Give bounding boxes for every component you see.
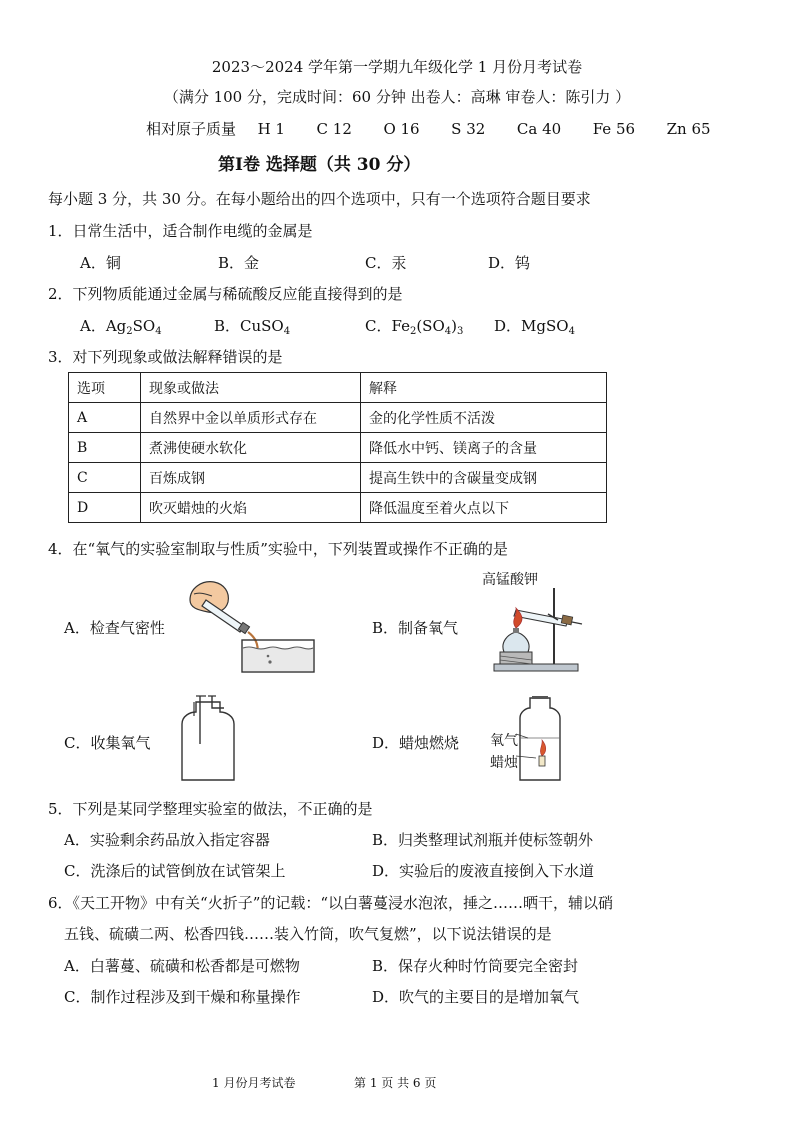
candle-burning-figure xyxy=(516,694,564,784)
q5-option-a: A．实验剩余药品放入指定容器 xyxy=(64,831,270,849)
airtightness-check-figure xyxy=(184,574,324,674)
q6-option-d: D．吹气的主要目的是增加氧气 xyxy=(372,988,580,1006)
q2-option-a: A．$Ag_2SO_4$ xyxy=(80,317,162,337)
label-candle: 蜡烛 xyxy=(490,755,518,771)
oxygen-preparation-figure xyxy=(486,586,586,674)
atomic-mass-label: 相对原子质量 xyxy=(146,120,237,138)
table-cell: 吹灭蜡烛的火焰 xyxy=(141,493,361,523)
section-instruction: 每小题 3 分，共 30 分。在每小题给出的四个选项中，只有一个选项符合题目要求 xyxy=(48,190,591,208)
q3-table xyxy=(68,372,607,523)
q2-option-d: D．MgSO$_4$ xyxy=(494,317,575,337)
q2-stem: 2．下列物质能通过金属与稀硫酸反应能直接得到的是 xyxy=(48,285,403,303)
table-cell: 降低温度至着火点以下 xyxy=(361,493,607,523)
table-cell: C xyxy=(69,463,141,493)
atomic-mass-zn: Zn 65 xyxy=(666,120,711,138)
table-cell: 自然界中金以单质形式存在 xyxy=(141,403,361,433)
table-row xyxy=(69,493,607,523)
q5-stem: 5．下列是某同学整理实验室的做法，不正确的是 xyxy=(48,800,373,818)
atomic-mass-c: C 12 xyxy=(316,120,352,138)
table-cell: 金的化学性质不活泼 xyxy=(361,403,607,433)
q1-option-c: C．汞 xyxy=(365,254,407,272)
atomic-mass-ca: Ca 40 xyxy=(516,120,562,138)
atomic-mass-h: H 1 xyxy=(257,120,285,138)
exam-info: （满分 100 分，完成时间：60 分钟 出卷人：高琳 审卷人：陈引力 ） xyxy=(163,88,631,106)
q1-stem: 1．日常生活中，适合制作电缆的金属是 xyxy=(48,222,313,240)
q1-option-a: A．铜 xyxy=(80,254,121,272)
oxygen-collection-figure xyxy=(176,694,240,784)
q6-option-b: B．保存火种时竹筒要完全密封 xyxy=(372,957,579,975)
table-header-cell: 选项 xyxy=(69,373,141,403)
q2-option-b: B．CuSO$_4$ xyxy=(214,317,291,337)
table-row xyxy=(69,433,607,463)
atomic-mass-o: O 16 xyxy=(383,120,420,138)
table-row xyxy=(69,463,607,493)
q6-option-c: C．制作过程涉及到干燥和称量操作 xyxy=(64,988,301,1006)
table-header-row xyxy=(69,373,607,403)
table-cell: B xyxy=(69,433,141,463)
footer-exam-name: 1 月份月考试卷 xyxy=(212,1076,296,1090)
table-row xyxy=(69,403,607,433)
q5-option-d: D．实验后的废液直接倒入下水道 xyxy=(372,862,595,880)
q4-option-a: A．检查气密性 xyxy=(64,619,165,637)
atomic-mass-fe: Fe 56 xyxy=(592,120,636,138)
q1-option-d: D．钨 xyxy=(488,254,531,272)
q6-stem-line2: 五钱、硫磺二两、松香四钱……装入竹筒，吹气复燃”，以下说法错误的是 xyxy=(64,925,552,943)
section-title: 第Ⅰ卷 选择题（共 30 分） xyxy=(218,155,421,175)
atomic-mass-s: S 32 xyxy=(451,120,486,138)
q4-stem: 4．在“氧气的实验室制取与性质”实验中，下列装置或操作不正确的是 xyxy=(48,540,508,558)
q4-option-c: C．收集氧气 xyxy=(64,734,151,752)
label-kmno4: 高锰酸钾 xyxy=(482,572,538,588)
atomic-mass-line xyxy=(146,118,711,139)
q6-option-a: A．白薯蔓、硫磺和松香都是可燃物 xyxy=(64,957,300,975)
q3-stem: 3．对下列现象或做法解释错误的是 xyxy=(48,348,283,366)
table-cell: 提高生铁中的含碳量变成钢 xyxy=(361,463,607,493)
q2-option-c: C．$Fe_2(SO_4)_3$ xyxy=(365,317,464,337)
footer-page-number: 第 1 页 共 6 页 xyxy=(354,1076,437,1090)
table-cell: 百炼成钢 xyxy=(141,463,361,493)
q5-option-c: C．洗涤后的试管倒放在试管架上 xyxy=(64,862,286,880)
table-cell: A xyxy=(69,403,141,433)
exam-title: 2023～2024 学年第一学期九年级化学 1 月份月考试卷 xyxy=(211,58,583,76)
q4-option-b: B．制备氧气 xyxy=(372,619,459,637)
q1-option-b: B．金 xyxy=(218,254,260,272)
label-oxygen: 氧气 xyxy=(490,733,518,749)
table-header-cell: 解释 xyxy=(361,373,607,403)
q6-stem-line1: 6．《天工开物》中有关“火折子”的记载：“以白薯蔓浸水泡浓，捶之……晒干，辅以硝 xyxy=(48,894,614,912)
table-cell: D xyxy=(69,493,141,523)
q4-option-d: D．蜡烛燃烧 xyxy=(372,734,460,752)
table-cell: 煮沸使硬水软化 xyxy=(141,433,361,463)
table-header-cell: 现象或做法 xyxy=(141,373,361,403)
table-cell: 降低水中钙、镁离子的含量 xyxy=(361,433,607,463)
q5-option-b: B．归类整理试剂瓶并使标签朝外 xyxy=(372,831,594,849)
